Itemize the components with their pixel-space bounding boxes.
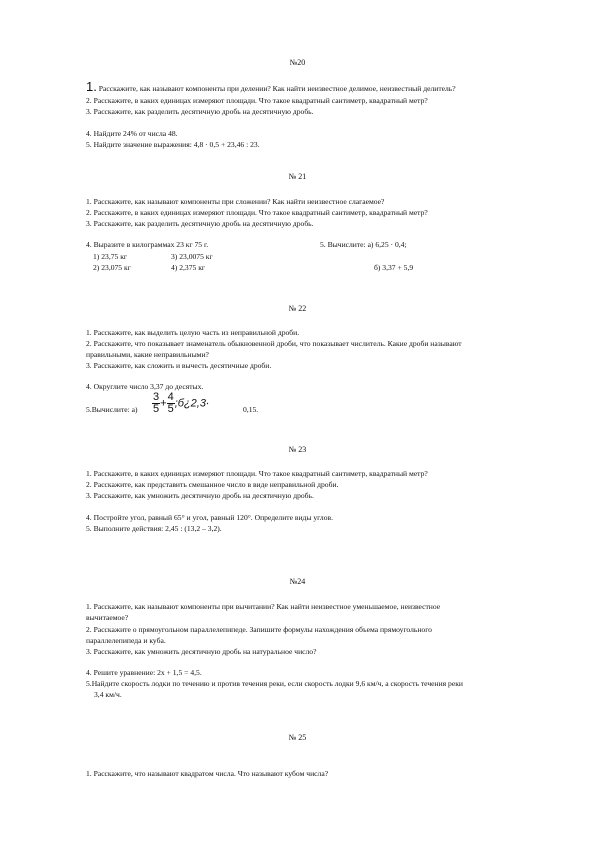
s24-question-1a: 1. Расскажите, как называют компоненты при вычитании? Как найти неизвестное уменьшаемое, неизвестное bbox=[86, 602, 441, 611]
section-24-title: №24 bbox=[289, 577, 306, 586]
s21-question-5a: 5. Вычислите: а) 6,25 · 0,4; bbox=[320, 240, 407, 249]
s24-question-2a: 2. Расскажите о прямоугольном параллелепипеде. Запишите формулы нахождения объема прямоугольного bbox=[86, 625, 432, 634]
section-20-title: №20 bbox=[289, 58, 306, 67]
s21-option-2: 2) 23,075 кг bbox=[93, 263, 131, 272]
s23-question-2: 2. Расскажите, как представить смешанное число в виде неправильной дроби. bbox=[86, 480, 339, 489]
fraction-3-5 bbox=[152, 392, 160, 415]
s20-question-3: 3. Расскажите, как разделить десятичную дробь на десятичную дробь. bbox=[86, 107, 314, 116]
section-23-title: № 23 bbox=[288, 445, 307, 454]
s24-question-4: 4. Решите уравнение: 2х + 1,5 = 4,5. bbox=[86, 668, 202, 677]
s25-question-1: 1. Расскажите, что называют квадратом числа. Что называют кубом числа? bbox=[86, 769, 329, 778]
fraction-numerator: 4 bbox=[167, 391, 174, 403]
fraction-numerator: 3 bbox=[153, 391, 160, 403]
s21-question-4: 4. Выразите в килограммах 23 кг 75 г. bbox=[86, 240, 209, 249]
s23-question-1: 1. Расскажите, в каких единицах измеряют площади. Что такое квадратный сантиметр, квадратный метр? bbox=[86, 469, 428, 478]
s20-question-5: 5. Найдите значение выражения: 4,8 · 0,5 + 23,46 : 23. bbox=[86, 140, 260, 149]
s21-question-1: 1. Расскажите, как называют компоненты при сложении? Как найти неизвестное слагаемое? bbox=[86, 197, 385, 206]
s21-option-4: 4) 2,375 кг bbox=[171, 263, 206, 272]
fraction-denominator: 5 bbox=[167, 403, 174, 415]
s21-question-5b: б) 3,37 + 5,9 bbox=[374, 263, 414, 272]
s22-question-3: 3. Расскажите, как сложить и вычесть десятичные дроби. bbox=[86, 361, 272, 370]
section-25-title: № 25 bbox=[288, 733, 307, 742]
fraction-4-5 bbox=[167, 392, 175, 415]
s20-question-1-text: Расскажите, как называют компоненты при делении? Как найти неизвестное делимое, неизвестный делитель? bbox=[96, 84, 456, 93]
s23-question-4: 4. Постройте угол, равный 65° и угол, равный 120°. Определите виды углов. bbox=[86, 513, 333, 522]
s20-question-4: 4. Найдите 24% от числа 48. bbox=[86, 129, 178, 138]
s24-question-1b: вычитаемое? bbox=[86, 613, 129, 622]
formula-tail: ;б¿2,3∙ bbox=[174, 397, 209, 410]
s24-question-3: 3. Расскажите, как умножить десятичную дробь на натуральное число? bbox=[86, 647, 317, 656]
section-21-title: № 21 bbox=[288, 172, 307, 181]
s22-question-1: 1. Расскажите, как выделить целую часть из неправильной дроби. bbox=[86, 328, 300, 337]
s20-question-2: 2. Расскажите, в каких единицах измеряют площади. Что такое квадратный сантиметр, квадратный метр? bbox=[86, 96, 428, 105]
s22-question-5-tail: 0,15. bbox=[243, 405, 259, 414]
s21-option-3: 3) 23,0075 кг bbox=[171, 252, 213, 261]
s21-option-1: 1) 23,75 кг bbox=[93, 252, 128, 261]
s22-question-4: 4. Округлите число 3,37 до десятых. bbox=[86, 382, 204, 391]
s22-question-2b: правильными, какие неправильными? bbox=[86, 350, 209, 359]
s20-question-1-number: 1. bbox=[86, 79, 97, 94]
s21-question-2: 2. Расскажите, в каких единицах измеряют площади. Что такое квадратный сантиметр, квадратный метр? bbox=[86, 208, 428, 217]
fraction-denominator: 5 bbox=[153, 403, 160, 415]
section-22-title: № 22 bbox=[288, 304, 307, 313]
s24-question-2b: параллелепипеда и куба. bbox=[86, 636, 166, 645]
s22-formula bbox=[152, 392, 209, 415]
s23-question-5: 5. Выполните действия: 2,45 : (13,2 – 3,2). bbox=[86, 524, 222, 533]
s22-question-5-label: 5.Вычислите: а) bbox=[86, 405, 138, 414]
s23-question-3: 3. Расскажите, как умножить десятичную дробь на десятичную дробь. bbox=[86, 491, 314, 500]
s20-question-1 bbox=[86, 79, 456, 94]
s24-question-5a: 5.Найдите скорость лодки по течению и против течения реки, если скорость лодки 9,6 км/ч, а скорость течения реки bbox=[86, 679, 463, 688]
s22-question-2a: 2. Расскажите, что показывает знаменатель обыкновенной дроби, что показывает числитель. Какие дроби называют bbox=[86, 339, 462, 348]
s21-question-3: 3. Расскажите, как разделить десятичную дробь на десятичную дробь. bbox=[86, 219, 314, 228]
s24-question-5b: 3,4 км/ч. bbox=[94, 690, 122, 699]
plus-sign: + bbox=[160, 397, 167, 410]
